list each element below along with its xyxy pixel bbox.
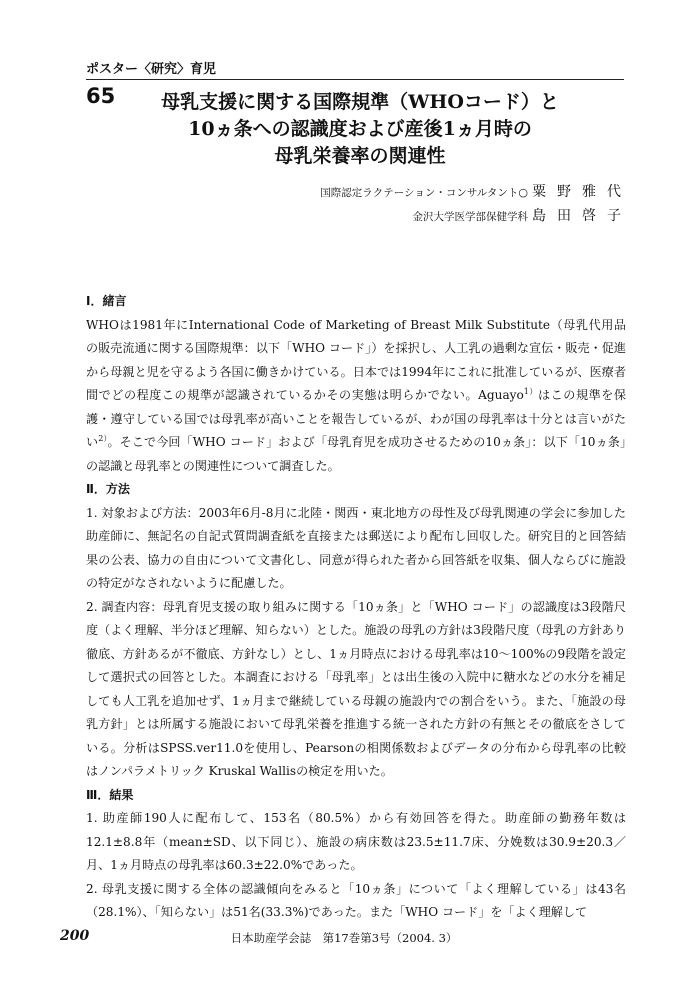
intro-text-2: はこの規準を保護・遵守している国では母乳率が高いことを報告しているが、わが国の母乳率は十分とは言いがたい (86, 388, 627, 449)
methods-paragraph-1: 1. 対象および方法：2003年6月-8月に北陸・関西・東北地方の母性及び母乳関連の学会に参加した助産師に、無記名の自記式質問調査紙を直接または郵送により配布し回収した。研究目的と回答結果の公表、協力の自由について文書化し、同意が得られた者から回答紙を収集、個人ならびに施設の特定がなされないように配慮した。 (86, 505, 626, 590)
methods-paragraph-2: 2. 調査内容：母乳育児支援の取り組みに関する「10ヵ条」と「WHO コード」の認識度は3段階尺度（よく理解、半分ほど理解、知らない）とした。施設の母乳の方針は3段階尺度（母乳の方針あり徹底、方針あるが不徹底、方針なし）とし、1ヵ月時点における母乳率は10〜100%の9段階を設定して選択式の回答とした。本調査における「母乳率」とは出生後の入院中に糖水などの水分を補足しても人工乳を追加せず、1ヵ月まで継続している母親の施設内での割合をいう。また、「施設の母乳方針」とは所属する施設において母乳栄養を推進する統一された方針の有無とその徹底をさしている。分析はSPSS.ver11.0を使用し、Pearsonの相関係数およびデータの分布から母乳率の比較はノンパラメトリック Kruskal Wallisの検定を用いた。 (86, 599, 626, 778)
category-label: ポスター〈研究〉育児 (86, 62, 217, 77)
abstract-body (86, 290, 626, 925)
author-2-affiliation: 金沢大学医学部保健学科 (412, 211, 528, 223)
intro-text-3: 。そこで今回「WHO コード」および「母乳育児を成功させるための10ヵ条」：以下「10ヵ条」の認識と母乳率との関連性について調査した。 (86, 435, 626, 473)
reference-1: 1） (523, 386, 538, 396)
section-heading-results: Ⅲ．結果 (86, 787, 134, 802)
page-number: 200 (60, 928, 90, 944)
reference-2: 2） (98, 433, 108, 443)
header-rule (86, 79, 624, 80)
author-1-name: 粟野雅代 (532, 184, 632, 200)
author-2-name: 島田啓子 (532, 208, 632, 224)
author-1 (320, 181, 632, 201)
presenter-mark: ○ (518, 186, 528, 199)
author-2 (413, 205, 633, 225)
section-heading-methods: Ⅱ．方法 (86, 482, 130, 496)
journal-citation: 日本助産学会誌 第17巻第3号（2004. 3） (230, 931, 458, 945)
section-heading-intro: Ⅰ．緒言 (86, 294, 127, 308)
results-paragraph-1: 1. 助産師190人に配布して、153名（80.5%）から有効回答を得た。助産師の勤務年数は12.1±8.8年（mean±SD、以下同じ）、施設の病床数は23.5±11.7床、分娩数は30.9±20.3／月、1ヵ月時点の母乳率は60.3±22.0%であった。 (86, 811, 626, 872)
presentation-number: 65 (86, 84, 116, 108)
intro-text-1: WHOは1981年にInternational Code of Marketing of Breast Milk Substitute（母乳代用品の販売流通に関する国際規準：以下「WHO コード」）を採択し、人工乳の過剰な宣伝・販売・促進から母親と児を守るよう各国に働きかけている。日本では1994年にこれに批准しているが、医療者間でどの程度この規準が認識されているかその実態は明らかでない。Aguayo (86, 317, 626, 402)
title-line-1: 母乳支援に関する国際規準（WHOコード）と (161, 91, 559, 113)
intro-paragraph (86, 314, 626, 479)
title-line-3: 母乳栄養率の関連性 (274, 145, 446, 167)
author-1-affiliation: 国際認定ラクテーション・コンサルタント (320, 187, 519, 199)
results-paragraph-2: 2. 母乳支援に関する全体の認識傾向をみると「10ヵ条」について「よく理解している」は43名（28.1%）、「知らない」は51名(33.3%)であった。また「WHO コード」を「よく理解して (86, 881, 626, 919)
title-line-2: 10ヵ条への認識度および産後1ヵ月時の (188, 118, 532, 140)
